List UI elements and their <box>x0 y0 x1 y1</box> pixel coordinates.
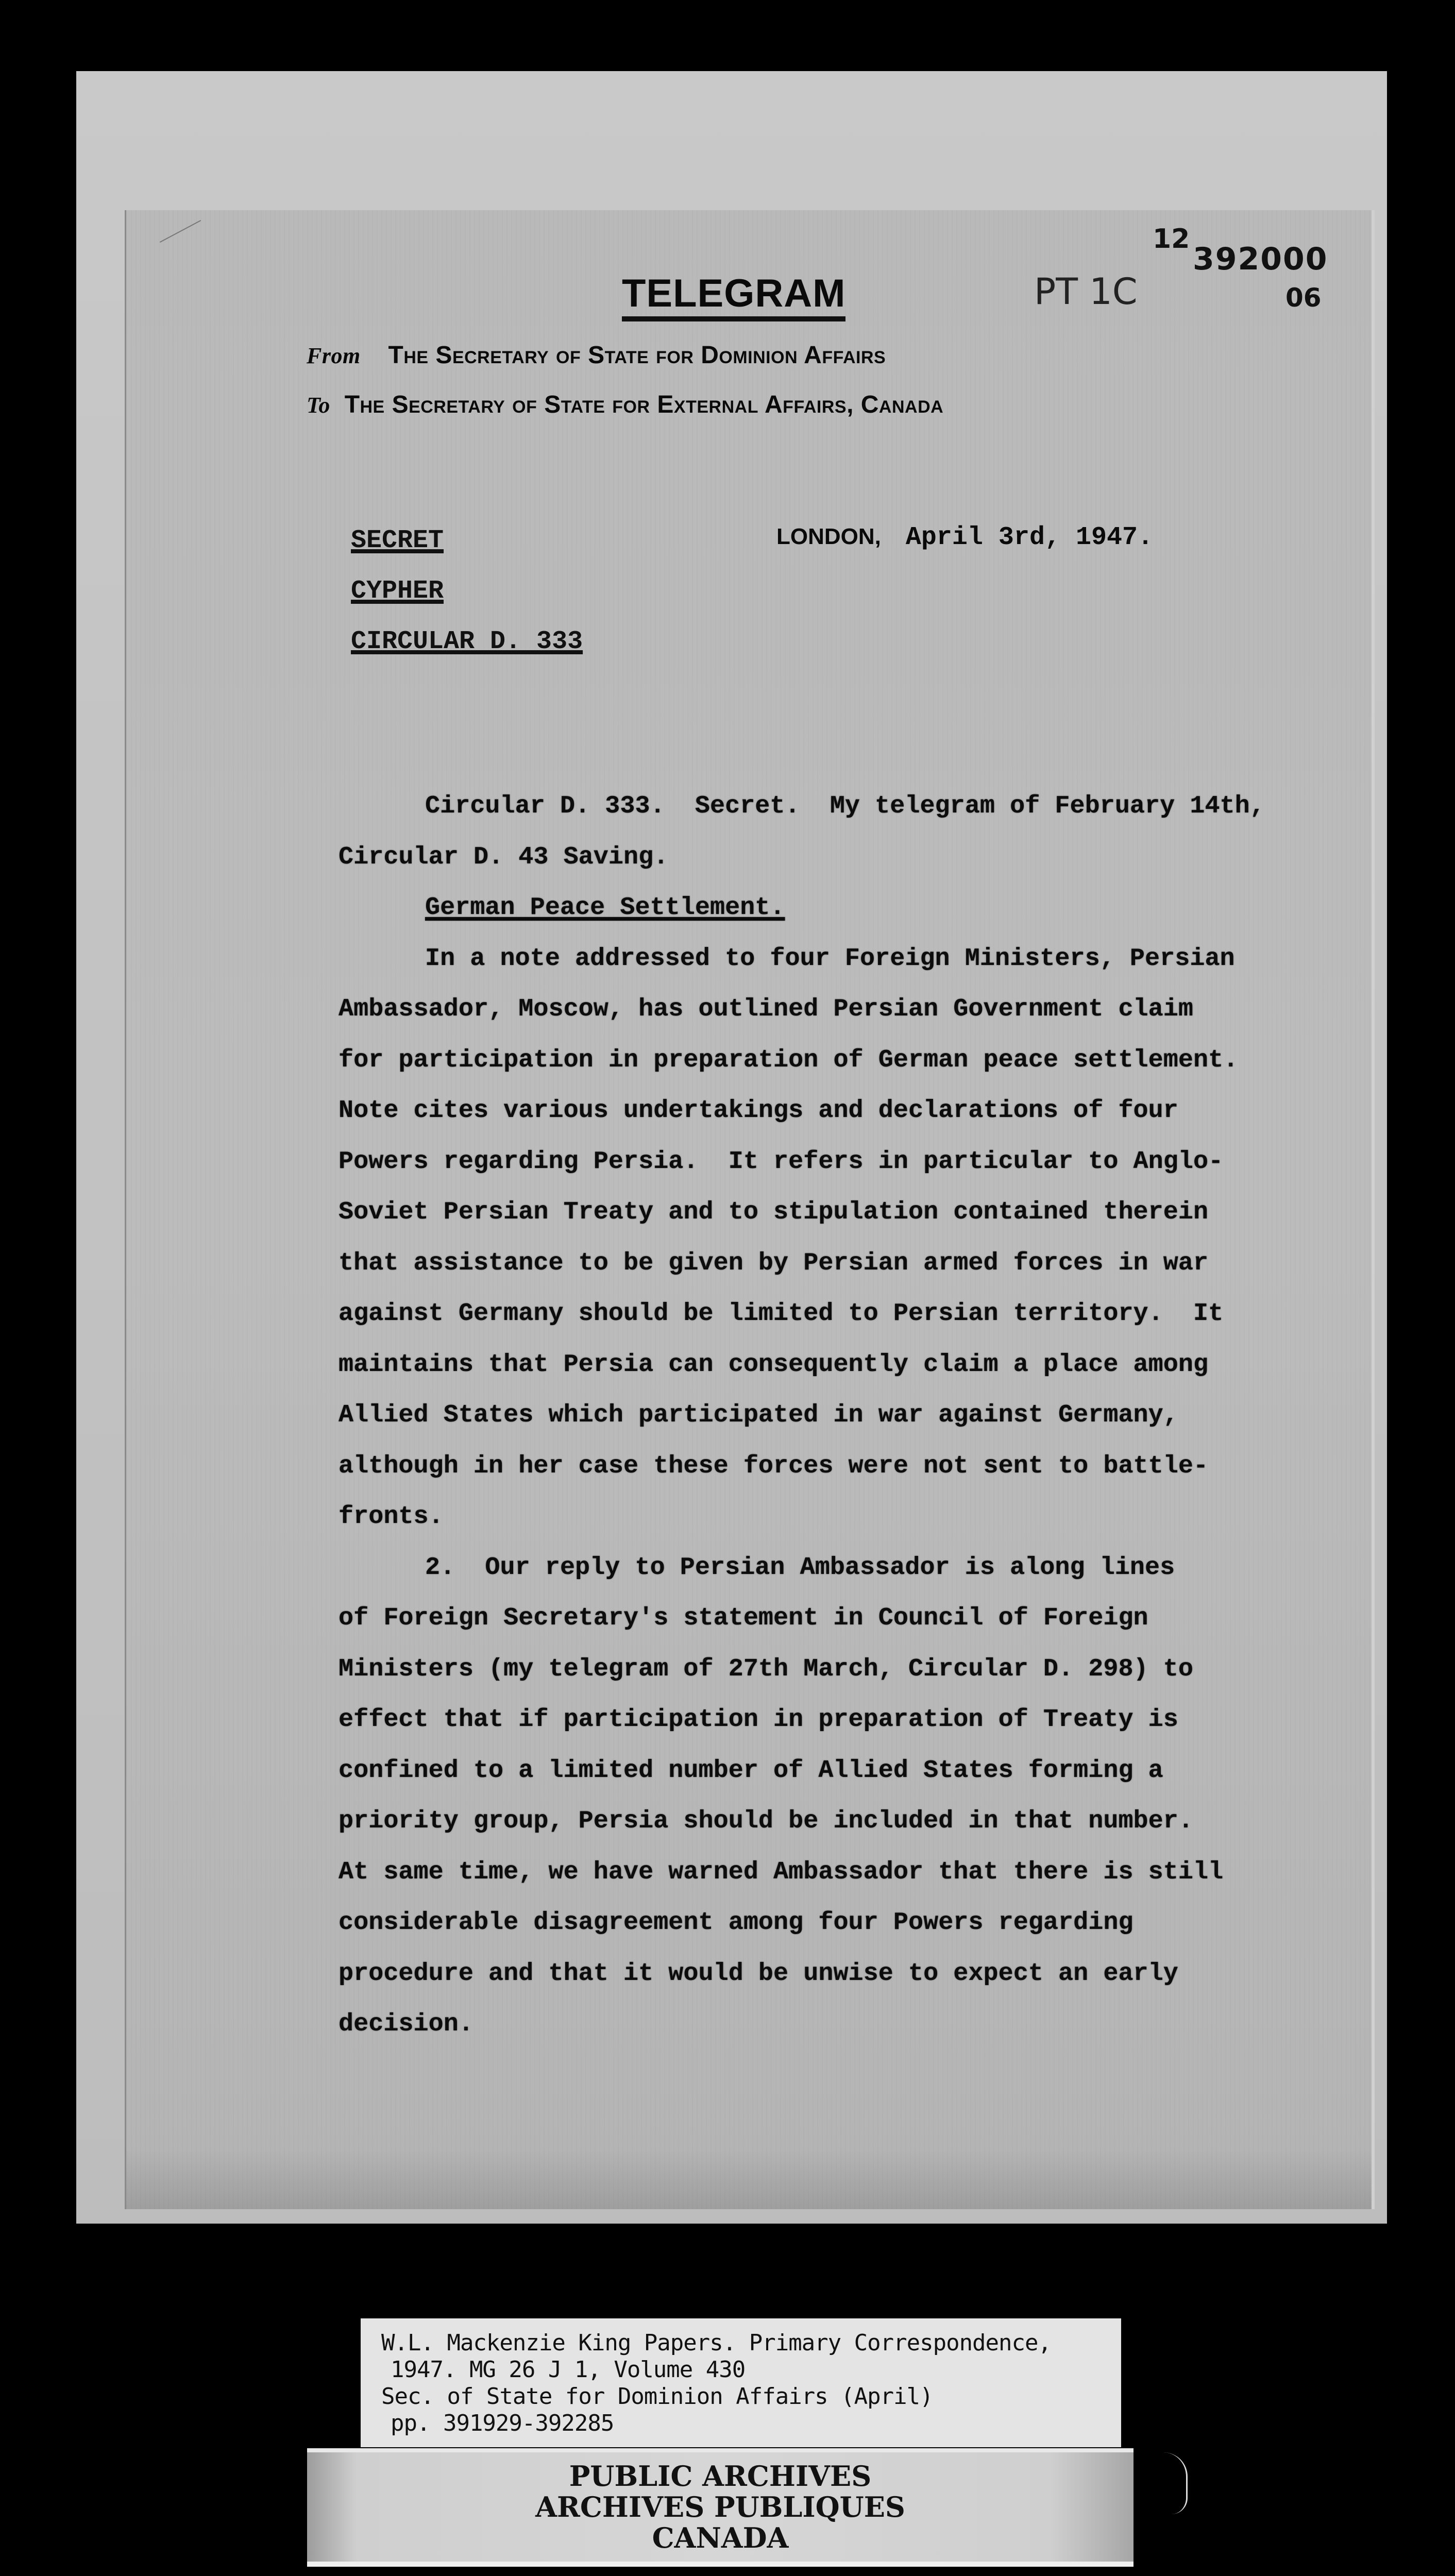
telegram-title: TELEGRAM <box>622 272 845 321</box>
archives-stamp-line: PUBLIC ARCHIVES <box>569 2460 872 2493</box>
body-line: Circular D. 333. Secret. My telegram of February 14th, <box>425 792 1265 820</box>
classification-block <box>351 526 583 677</box>
body-line: effect that if participation in preparation of Treaty is <box>339 1705 1178 1734</box>
body-line: decision. <box>339 2010 473 2038</box>
telegram-page <box>125 210 1375 2209</box>
body-line: Note cites various undertakings and declarations of four <box>339 1096 1178 1125</box>
body-line: that assistance to be given by Persian armed forces in war <box>339 1248 1209 1277</box>
body-line: At same time, we have warned Ambassador that there is still <box>339 1857 1224 1886</box>
telegram-body <box>339 781 1328 2050</box>
margin-pencil-mark <box>1163 2452 1188 2514</box>
body-line: Ambassador, Moscow, has outlined Persian Government claim <box>339 995 1193 1023</box>
body-line: fronts. <box>339 1502 444 1531</box>
date: April 3rd, 1947. <box>905 523 1153 552</box>
place: LONDON, <box>776 524 881 549</box>
body-line: 2. Our reply to Persian Ambassador is along lines <box>425 1553 1175 1582</box>
archives-stamp-line: CANADA <box>652 2521 789 2554</box>
reference-line: W.L. Mackenzie King Papers. Primary Correspondence, <box>381 2330 1052 2356</box>
public-archives-stamp <box>307 2448 1133 2567</box>
page-shadow <box>126 2147 1372 2209</box>
page-stamp-number: 392000 <box>1193 241 1328 277</box>
body-line: for participation in preparation of German peace settlement. <box>339 1045 1239 1074</box>
reference-line: pp. 391929-392285 <box>391 2410 614 2436</box>
from-value: The Secretary of State for Dominion Affairs <box>388 342 886 369</box>
body-line: Ministers (my telegram of 27th March, Circular D. 298) to <box>339 1654 1193 1683</box>
classification-secret: SECRET <box>351 526 444 555</box>
body-line: Allied States which participated in war against Germany, <box>339 1401 1178 1429</box>
handwritten-file-prefix: PT 1C <box>1034 270 1138 313</box>
body-line: procedure and that it would be unwise to expect an early <box>339 1959 1178 1988</box>
body-line: priority group, Persia should be included in that number. <box>339 1807 1193 1835</box>
body-line: although in her case these forces were not sent to battle- <box>339 1451 1209 1480</box>
body-line: Circular D. 43 Saving. <box>339 842 669 871</box>
body-line: In a note addressed to four Foreign Ministers, Persian <box>425 944 1235 973</box>
page-stamp-subnumber: 06 <box>1285 283 1322 313</box>
body-line: maintains that Persia can consequently claim a place among <box>339 1350 1209 1379</box>
from-row <box>307 340 886 371</box>
body-line: of Foreign Secretary's statement in Council of Foreign <box>339 1604 1148 1632</box>
body-heading: German Peace Settlement. <box>425 893 785 922</box>
classification-cypher: CYPHER <box>351 577 444 606</box>
corner-fold-mark <box>160 220 201 243</box>
reference-line: 1947. MG 26 J 1, Volume 430 <box>391 2357 746 2383</box>
overwritten-digits: 12 <box>1153 224 1190 255</box>
body-line: Soviet Persian Treaty and to stipulation contained therein <box>339 1198 1209 1226</box>
place-date <box>776 521 1153 553</box>
body-line: confined to a limited number of Allied States forming a <box>339 1756 1163 1785</box>
body-line: against Germany should be limited to Persian territory. It <box>339 1299 1224 1328</box>
archive-reference-card <box>361 2318 1121 2447</box>
reference-line: Sec. of State for Dominion Affairs (April) <box>381 2383 933 2410</box>
to-value: The Secretary of State for External Affairs, Canada <box>344 391 944 418</box>
to-label: To <box>307 393 330 418</box>
body-line: Powers regarding Persia. It refers in particular to Anglo- <box>339 1147 1224 1176</box>
from-label: From <box>307 343 361 368</box>
body-line: considerable disagreement among four Powers regarding <box>339 1908 1133 1937</box>
to-row <box>307 389 943 421</box>
classification-circular: CIRCULAR D. 333 <box>351 627 583 656</box>
archives-stamp-line: ARCHIVES PUBLIQUES <box>535 2490 905 2523</box>
